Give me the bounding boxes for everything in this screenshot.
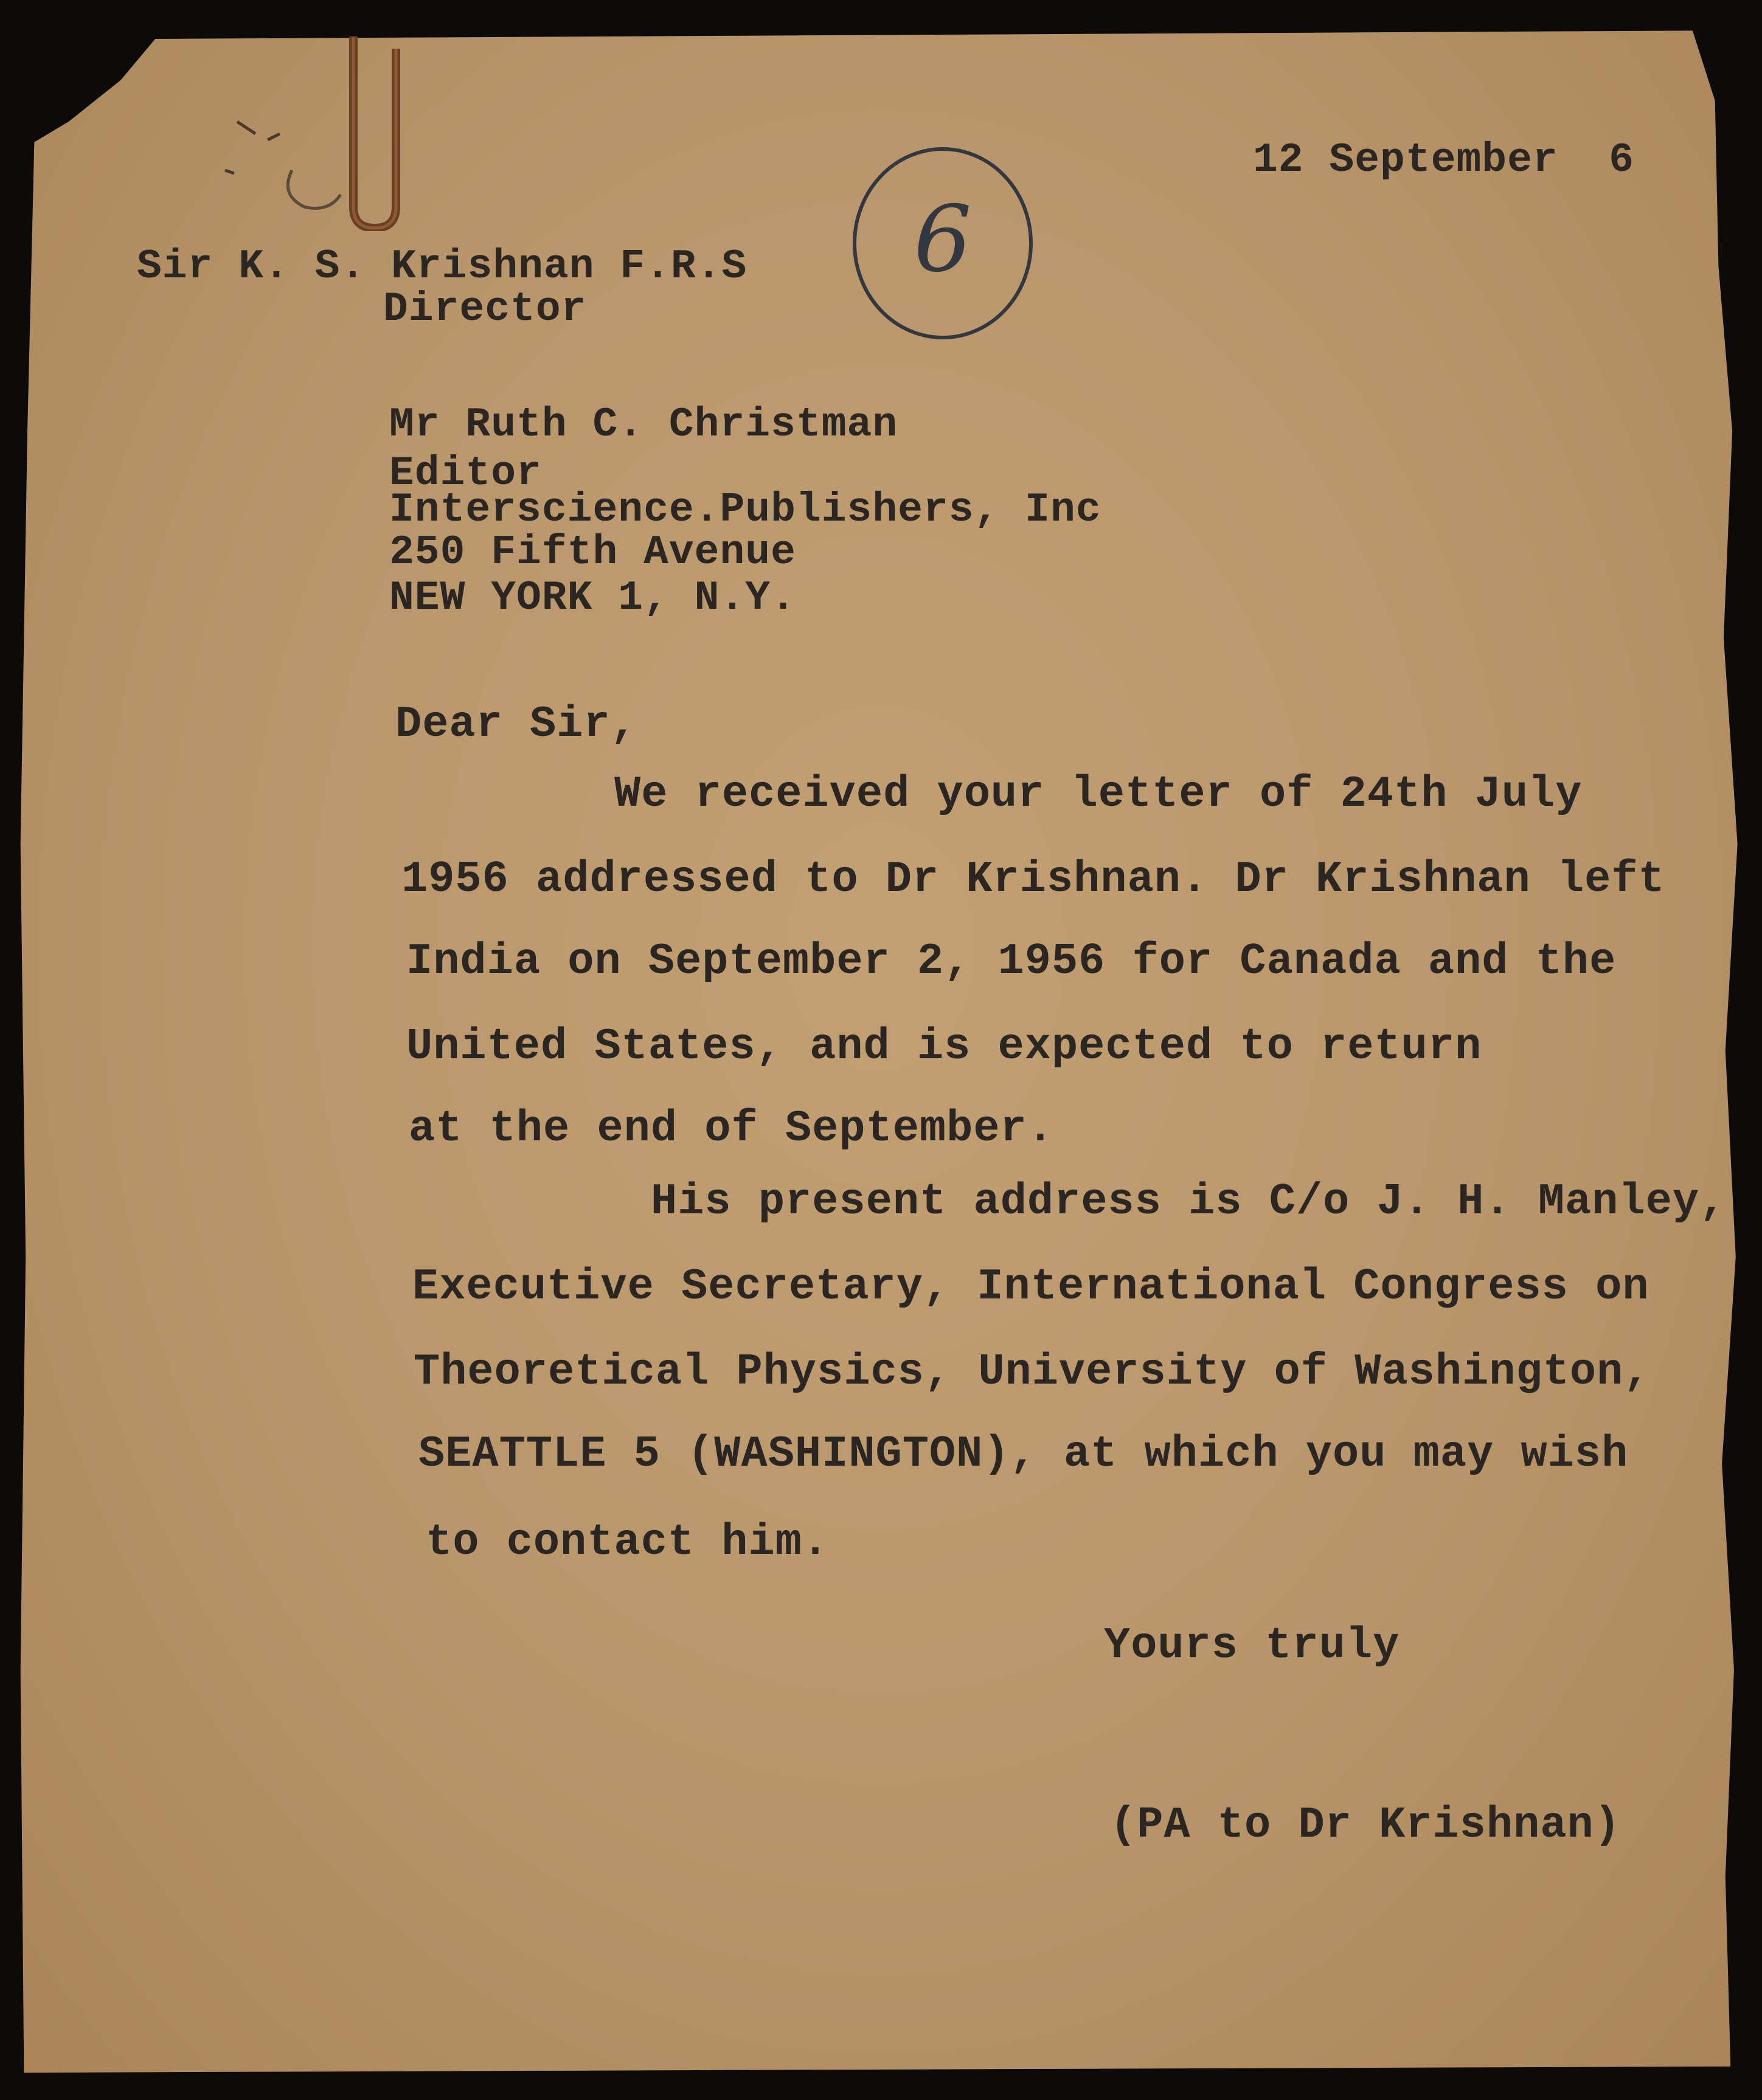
page-mark-number: 6 (914, 187, 972, 293)
recipient-title: Editor (389, 450, 542, 497)
paragraph-1-line-5: at the end of September. (409, 1104, 1054, 1154)
recipient-name: Mr Ruth C. Christman (389, 401, 898, 448)
recipient-city: NEW YORK 1, N.Y. (389, 575, 796, 622)
paragraph-2-line-3: Theoretical Physics, University of Washington, (414, 1347, 1651, 1397)
sender-title: Director (383, 286, 587, 333)
paper-clip (338, 30, 411, 231)
paragraph-2-line-4: SEATTLE 5 (WASHINGTON), at which you may wish (418, 1429, 1629, 1479)
paragraph-2-line-1: His present address is C/o J. H. Manley, (651, 1177, 1727, 1227)
paragraph-1-line-3: India on September 2, 1956 for Canada and the (406, 937, 1617, 986)
paragraph-2-line-2: Executive Secretary, International Congress on (412, 1262, 1649, 1312)
salutation: Dear Sir, (395, 699, 637, 749)
recipient-street: 250 Fifth Avenue (389, 529, 796, 576)
recipient-company: Interscience.Publishers, Inc (389, 487, 1101, 533)
paragraph-1-line-2: 1956 addressed to Dr Krishnan. Dr Krishnan left (401, 854, 1665, 904)
signature-line: (PA to Dr Krishnan) (1110, 1800, 1621, 1850)
closing: Yours truly (1104, 1621, 1400, 1671)
paragraph-1-line-1: We received your letter of 24th July (614, 769, 1583, 819)
paragraph-2-line-5: to contact him. (426, 1517, 830, 1567)
letter-date: 12 September 6 (1253, 137, 1635, 184)
sender-name: Sir K. S. Krishnan F.R.S (137, 243, 747, 290)
circled-page-mark (845, 140, 1040, 347)
paragraph-1-line-4: United States, and is expected to return (406, 1022, 1482, 1072)
